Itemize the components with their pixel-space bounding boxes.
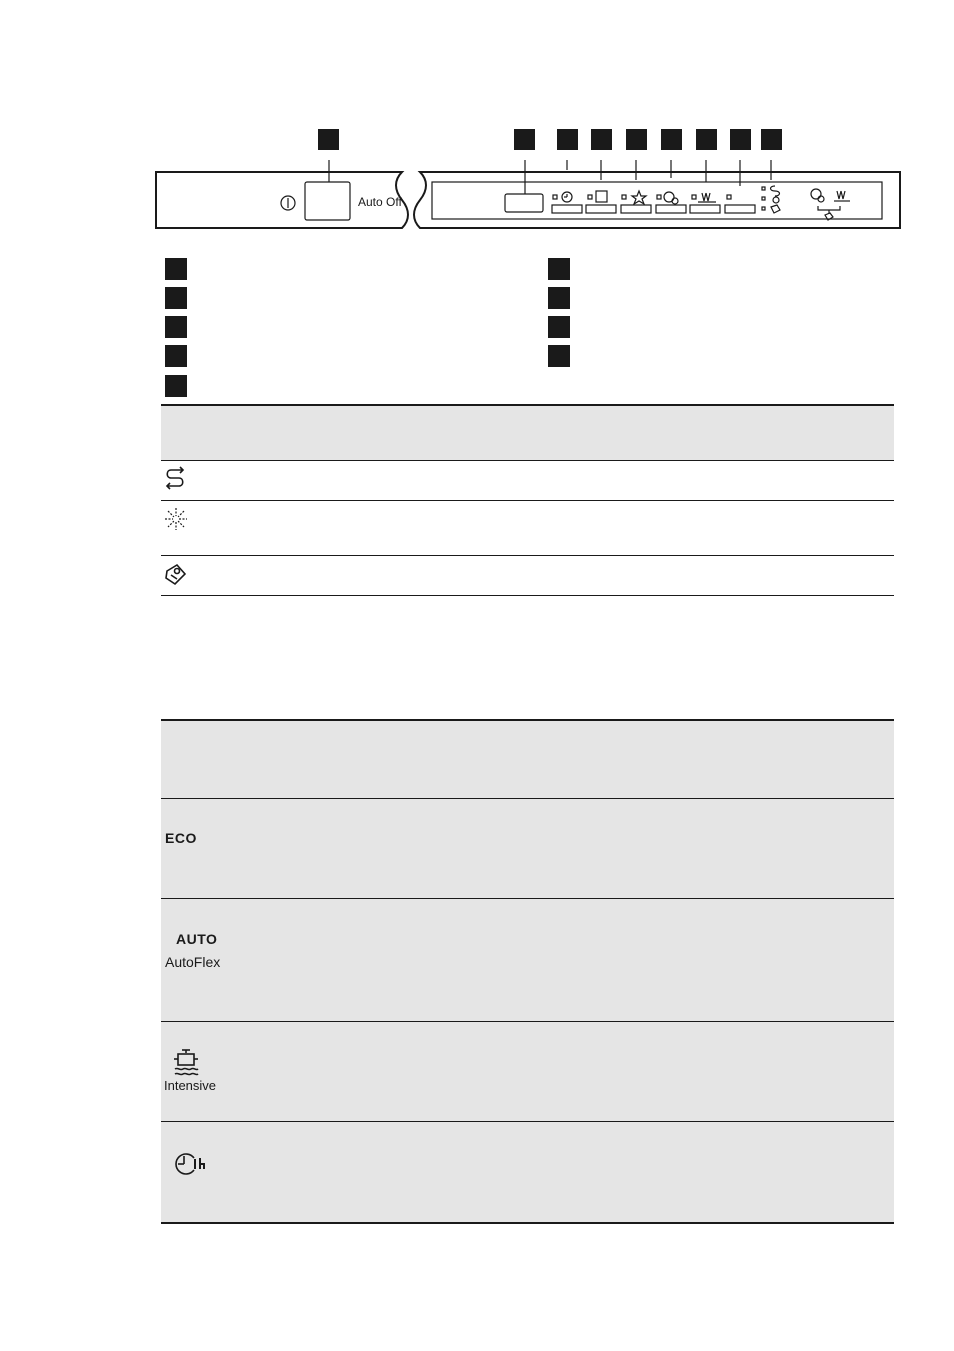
- legend-marker: [548, 258, 570, 280]
- callout-7: [696, 129, 717, 150]
- pot-icon: [172, 1048, 200, 1078]
- legend-marker: [548, 287, 570, 309]
- legend-marker: [548, 316, 570, 338]
- table-row: [161, 799, 894, 898]
- table-row: [161, 1122, 894, 1222]
- table-row: [161, 1022, 894, 1121]
- table-row: [161, 899, 894, 1021]
- table-divider: [161, 500, 894, 501]
- legend-marker: [165, 345, 187, 367]
- table-header: [161, 406, 894, 460]
- callout-6: [661, 129, 682, 150]
- control-panel-drawing: [150, 160, 910, 240]
- callout-8: [730, 129, 751, 150]
- legend-marker: [165, 375, 187, 397]
- callout-9: [761, 129, 782, 150]
- table-divider: [161, 555, 894, 556]
- legend-marker: [165, 316, 187, 338]
- legend-marker: [548, 345, 570, 367]
- clock-1h-icon: [172, 1150, 206, 1178]
- rinse-aid-icon: [163, 466, 189, 492]
- callout-5: [626, 129, 647, 150]
- legend-marker: [165, 258, 187, 280]
- table-bottom-rule: [161, 595, 894, 596]
- table-divider: [161, 460, 894, 461]
- callout-1: [318, 129, 339, 150]
- table-header: [161, 721, 894, 798]
- legend-marker: [165, 287, 187, 309]
- programme-autoflex-label: AutoFlex: [165, 954, 221, 970]
- programme-auto-label: AUTO: [176, 931, 218, 947]
- callout-2: [514, 129, 535, 150]
- salt-icon: [163, 506, 189, 532]
- programme-eco-label: ECO: [165, 830, 197, 846]
- callout-4: [591, 129, 612, 150]
- programme-intensive-label: Intensive: [164, 1078, 217, 1093]
- callout-3: [557, 129, 578, 150]
- detergent-tablet-icon: [163, 562, 189, 588]
- auto-off-label: Auto Off: [358, 195, 402, 209]
- table-bottom-rule: [161, 1222, 894, 1224]
